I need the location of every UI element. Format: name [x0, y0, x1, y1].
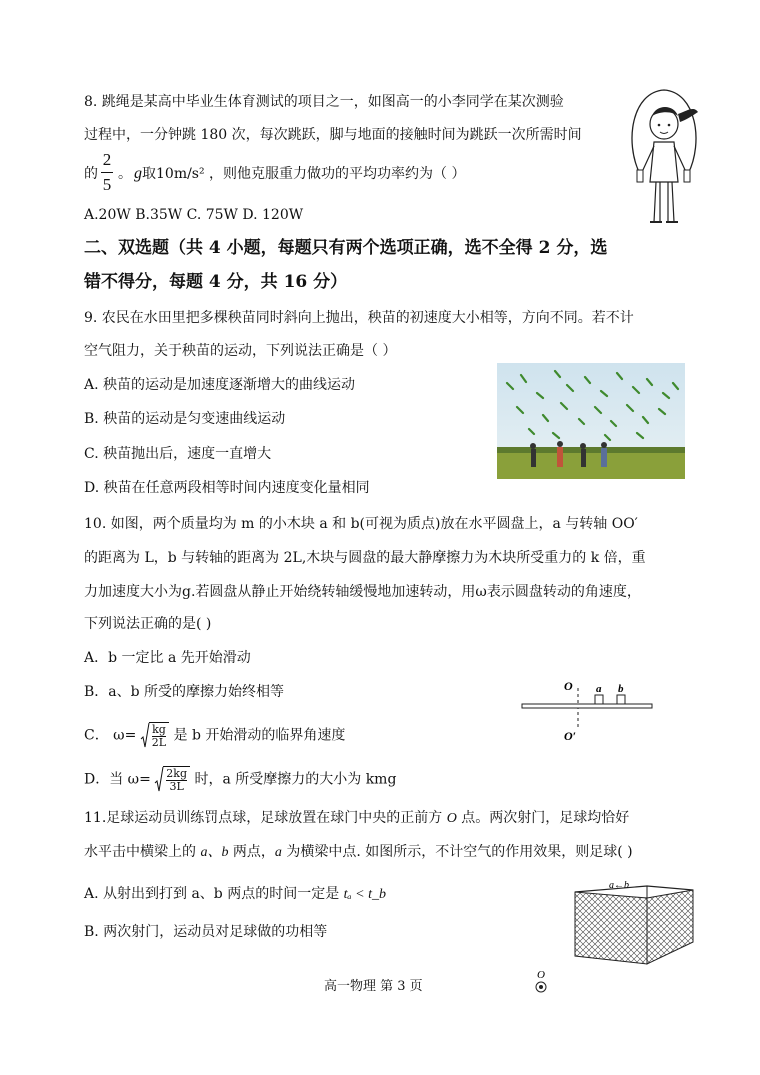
fig-block-b: b	[618, 683, 624, 695]
q8-line3-a: 。	[118, 166, 132, 182]
q11-option-a	[84, 884, 386, 905]
q9-option-c: C. 秧苗抛出后，速度一直增大	[84, 446, 272, 462]
q11-line2-a: 水平击中横梁上的	[84, 844, 201, 860]
q11-line2-ab: a、b	[200, 845, 229, 860]
q11-line1-o: O	[446, 811, 457, 826]
q10-d-sqrt	[155, 766, 190, 793]
q11-line1-a: 11.足球运动员训练罚点球，足球放置在球门中央的正前方	[84, 810, 447, 826]
soccer-goal-diagram	[537, 872, 705, 996]
section2-heading-line2: 错不得分，每题 4 分，共 16 分）	[84, 272, 348, 292]
jump-rope-girl-illustration	[622, 82, 704, 232]
q10-option-d	[84, 766, 396, 793]
q10-option-c	[84, 722, 345, 749]
fig-axis-o: O	[564, 679, 573, 693]
q11-option-b: B. 两次射门，运动员对足球做的功相等	[84, 924, 328, 940]
fig-axis-o-prime: O′	[564, 729, 577, 743]
q10-line3: 力加速度大小为g.若圆盘从静止开始绕转轴缓慢地加速转动，用ω表示圆盘转动的角速度，	[84, 584, 641, 600]
goal-ab-label: a←b	[609, 880, 629, 891]
q8-frac-den: 5	[102, 175, 112, 194]
fig-block-a: a	[596, 683, 602, 695]
page-footer: 高一物理 第 3 页	[324, 979, 423, 994]
section2-heading-line1: 二、双选题（共 4 小题，每题只有两个选项正确，选不全得 2 分，选	[84, 238, 608, 258]
q10-option-a: A．b 一定比 a 先开始滑动	[84, 650, 251, 666]
q10-d-suffix: 时，a 所受摩擦力的大小为 kmg	[194, 771, 397, 788]
q10-line1: 10. 如图，两个质量均为 m 的小木块 a 和 b(可视为质点)放在水平圆盘上，a 与转轴 OO′	[84, 516, 638, 532]
q10-line4: 下列说法正确的是( )	[84, 616, 212, 632]
q10-c-num: kg	[152, 723, 166, 736]
rotating-disk-diagram	[518, 674, 658, 744]
q10-c-suffix: 是 b 开始滑动的临界角速度	[173, 727, 346, 744]
q8-line2: 过程中，一分钟跳 180 次，每次跳跃，脚与地面的接触时间为跳跃一次所需时间	[84, 127, 582, 143]
rice-seedling-throwing-photo	[497, 363, 685, 479]
q11-line1	[84, 808, 629, 829]
q8-line1: 8. 跳绳是某高中毕业生体育测试的项目之一，如图高一的小李同学在某次测验	[84, 94, 564, 110]
q11-line2-c: 为横梁中点. 如图所示，不计空气的作用效果，则足球( )	[281, 844, 633, 860]
q11-line2-a2: a	[274, 845, 282, 860]
q11-a-inequality: tₐ < t_b	[343, 887, 386, 902]
q8-g-var: g	[134, 165, 142, 182]
q11-a-text: A. 从射出到打到 a、b 两点的时间一定是	[84, 886, 344, 902]
q11-line1-b: 点。两次射门，足球均恰好	[456, 810, 630, 826]
q10-c-sqrt	[141, 722, 169, 749]
q9-line1: 9. 农民在水田里把多棵秧苗同时斜向上抛出，秧苗的初速度大小相等，方向不同。若不计	[84, 310, 634, 326]
q10-d-prefix: D．当 ω=	[84, 771, 151, 788]
q8-line3-b: 取10m/s² ，则他克服重力做功的平均功率约为（ ）	[142, 166, 466, 182]
q8-frac-num: 2	[102, 150, 112, 169]
q11-line2	[84, 842, 633, 863]
q8-options: A.20W B.35W C. 75W D. 120W	[84, 207, 304, 223]
q9-option-a: A. 秧苗的运动是加速度逐渐增大的曲线运动	[84, 377, 356, 393]
q8-fraction	[99, 150, 115, 195]
q10-c-prefix: C． ω=	[84, 727, 137, 744]
q9-option-b: B. 秧苗的运动是匀变速曲线运动	[84, 411, 286, 427]
q10-line2: 的距离为 L，b 与转轴的距离为 2L,木块与圆盘的最大静摩擦力为木块所受重力的 k 倍，重	[84, 550, 646, 566]
q10-option-b: B．a、b 所受的摩擦力始终相等	[84, 684, 285, 700]
q10-d-den: 3L	[166, 780, 187, 793]
q10-d-num: 2kg	[166, 767, 187, 780]
q10-c-den: 2L	[151, 736, 167, 749]
q9-line2: 空气阻力，关于秧苗的运动，下列说法正确是（ ）	[84, 343, 397, 359]
q8-line3-prefix: 的	[84, 166, 98, 182]
q11-line2-b: 两点，	[228, 844, 275, 860]
q9-option-d: D. 秧苗在任意两段相等时间内速度变化量相同	[84, 480, 370, 496]
ball-point-o: O	[537, 969, 545, 981]
